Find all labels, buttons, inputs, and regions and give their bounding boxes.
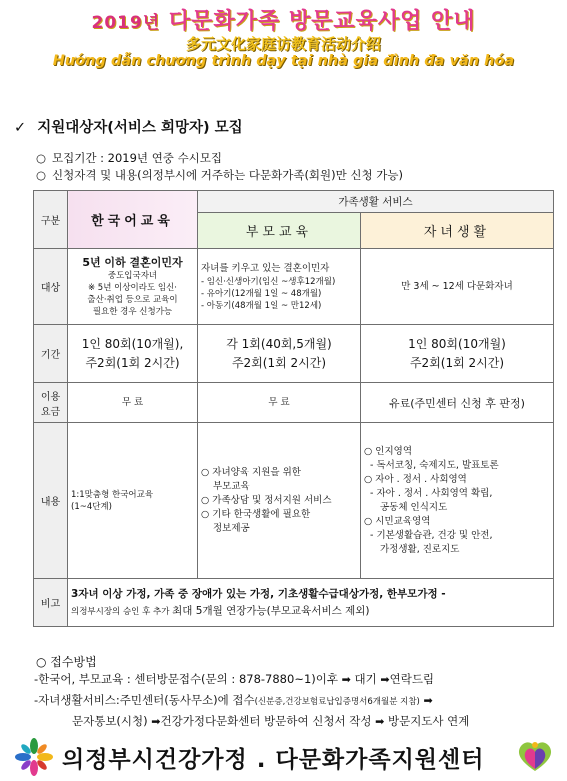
note-cell: 3자녀 이상 가정, 가족 중 장애가 있는 가정, 기초생활수급대상가정, 한부모가정 - 의정부시장의 승인 후 추가 최대 5개월 연장가능(부모교육서비스 제외) (68, 579, 554, 627)
section-title: 지원대상자(서비스 희망자) 모집 (37, 120, 243, 136)
banner-year: 2019년 (91, 13, 161, 33)
fee-korean-cell: 무 료 (68, 383, 198, 423)
apply-heading: ○ 접수방법 (36, 655, 97, 669)
row-label-content: 내용 (34, 423, 68, 579)
eligibility-line: ○ 신청자격 및 내용(의정부시에 거주하는 다문화가족(회원)만 신청 가능) (36, 168, 403, 182)
footer-org-name: 의정부시건강가정 . 다문화가족지원센터 (62, 747, 485, 773)
row-label-target: 대상 (34, 249, 68, 325)
fee-child-cell: 유료(주민센터 신청 후 판정) (361, 383, 554, 423)
row-label-note: 비고 (34, 579, 68, 627)
section-heading (14, 116, 243, 137)
heart-logo-icon (516, 739, 554, 773)
apply-line-3: 문자통보(시청) ➡건강가정다문화센터 방문하여 신청서 작성 ➡ 방문지도사 연계 (72, 714, 470, 728)
row-label-period: 기간 (34, 325, 68, 383)
service-table (33, 190, 554, 627)
arrow-right-icon: ➡ (341, 673, 351, 686)
circle-bullet-icon: ○ (36, 151, 47, 165)
center-logo-icon (14, 737, 54, 777)
target-child-cell: 만 3세 ~ 12세 다문화자녀 (361, 249, 554, 325)
footer (0, 735, 567, 775)
row-label-fee: 이용요금 (34, 383, 68, 423)
header-parent-education: 부모교육 (198, 213, 361, 249)
circle-bullet-icon: ○ (36, 655, 51, 669)
content-korean-cell: 1:1맞춤형 한국어교육 (1~4단계) (68, 423, 198, 579)
header-family-service: 가족생활 서비스 (198, 191, 554, 213)
arrow-right-icon: ➡ (151, 715, 161, 728)
arrow-right-icon: ➡ (375, 715, 385, 728)
banner-vietnamese-title: Hướng dẫn chương trình dạy tại nhà gia đình đa văn hóa (52, 53, 515, 69)
period-parent-cell: 각 1회(40회,5개월) 주2회(1회 2시간) (198, 325, 361, 383)
period-korean-cell: 1인 80회(10개월), 주2회(1회 2시간) (68, 325, 198, 383)
apply-line-2: -자녀생활서비스:주민센터(동사무소)에 접수(신분증,건강보험료납입증명서6개월분 지참) ➡ (34, 693, 433, 707)
content-child-cell: ○ 인지영역 - 독서코칭, 숙제지도, 발표토론 ○ 자아 . 정서 . 사회영역 - 자아 . 정서 . 사회영역 확립, 공동체 인식지도 ○ 시민교육영역 - 기본생활습관, 건강 및 안전, 가정생활, 진로지도 (361, 423, 554, 579)
target-parent-cell: 자녀를 키우고 있는 결혼이민자 - 임신·신생아기(임신 ~생후12개월) - 유아기(12개월 1일 ~ 48개월) - 아동기(48개월 1일 ~ 만12세) (198, 249, 361, 325)
target-korean-cell: 5년 이하 결혼이민자 중도입국자녀 ※ 5년 이상이라도 임신· 출산·취업 등으로 교육이 필요한 경우 신청가능 (68, 249, 198, 325)
col-label: 구분 (34, 191, 68, 249)
arrow-right-icon: ➡ (380, 673, 390, 686)
banner-title (0, 4, 567, 35)
fee-parent-cell: 무 료 (198, 383, 361, 423)
circle-bullet-icon: ○ (36, 168, 47, 182)
recruit-period: ○ 모집기간 : 2019년 연중 수시모집 (36, 151, 223, 165)
header-korean-education: 한국어교육 (68, 191, 198, 249)
apply-line-1: -한국어, 부모교육 : 센터방문접수(문의 : 878-7880~1)이후 ➡ 대기 ➡연락드림 (34, 672, 435, 686)
banner-main-title: 다문화가족 방문교육사업 안내 (168, 9, 476, 34)
check-icon: ✓ (14, 120, 27, 136)
arrow-right-icon: ➡ (423, 694, 433, 707)
period-child-cell: 1인 80회(10개월) 주2회(1회 2시간) (361, 325, 554, 383)
header-child-life: 자녀생활 (361, 213, 554, 249)
content-parent-cell: ○ 자녀양육 지원을 위한 부모교육 ○ 가족상담 및 정서지원 서비스 ○ 기타 한국생활에 필요한 정보제공 (198, 423, 361, 579)
banner-chinese-title: 多元文化家庭访教育活动介绍 (185, 35, 381, 53)
